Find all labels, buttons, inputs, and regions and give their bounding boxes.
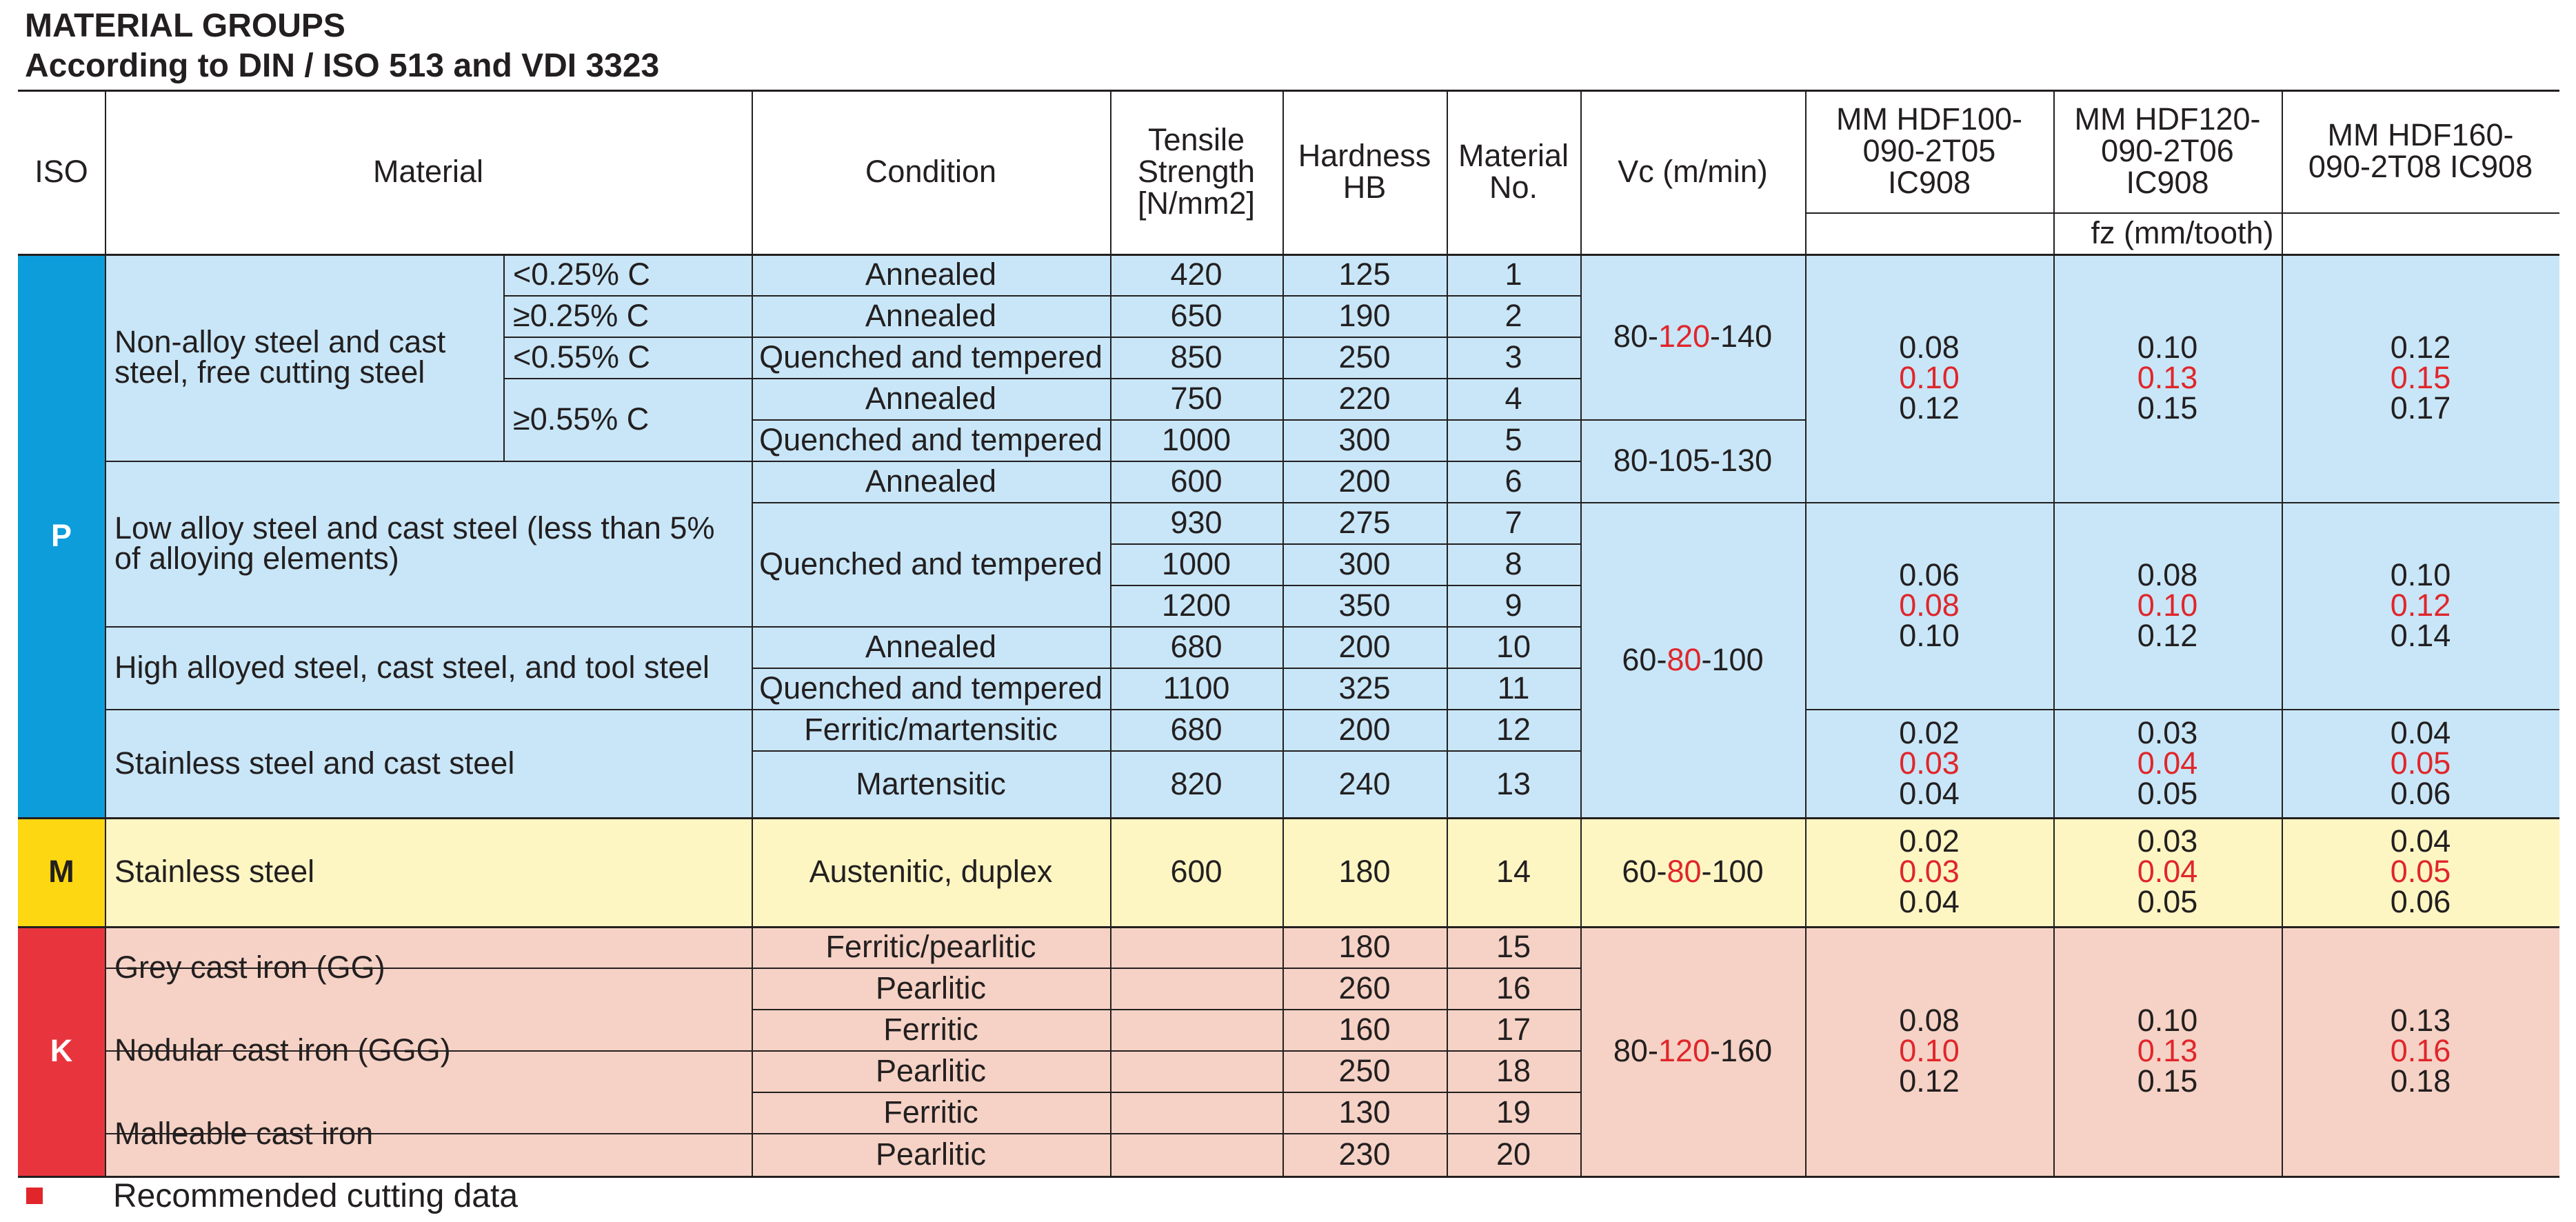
feed-min: 0.08	[2137, 557, 2198, 592]
feed-per-tooth-cell	[2282, 254, 2559, 502]
material-no-cell: 6	[1505, 463, 1522, 499]
grid-line	[1805, 90, 1807, 1176]
material-no-cell: 20	[1496, 1136, 1531, 1172]
tensile-cell: 820	[1170, 765, 1222, 801]
grid-line	[18, 90, 2559, 92]
material-no-cell: 3	[1505, 339, 1522, 374]
hardness-cell: 300	[1338, 546, 1391, 581]
material-no-cell: 19	[1496, 1094, 1531, 1130]
tensile-cell: 600	[1170, 463, 1222, 499]
grid-line	[752, 750, 1580, 752]
condition-cell: Quenched and tempered	[759, 422, 1103, 457]
grid-line	[105, 968, 752, 969]
header-hardness	[1282, 90, 1447, 254]
feed-per-tooth-cell	[1805, 502, 2053, 709]
feed-max: 0.14	[2390, 618, 2451, 653]
material-no-cell: 7	[1505, 505, 1522, 540]
grid-line	[2282, 90, 2283, 1176]
header-material-no	[1447, 90, 1580, 254]
tensile-cell	[1110, 926, 1282, 968]
dash: -	[1710, 1033, 1721, 1068]
header-material: Material	[372, 154, 484, 189]
cutting-speed-cell	[1580, 817, 1805, 926]
material-no-cell: 5	[1505, 422, 1522, 457]
hardness-cell: 300	[1338, 422, 1391, 457]
grid-line	[105, 1133, 752, 1134]
header-fz: fz (mm/tooth)	[2091, 215, 2274, 250]
header-tool-3	[2282, 90, 2559, 212]
feed-recommended: 0.05	[2390, 854, 2451, 889]
feed-recommended: 0.10	[1899, 360, 1960, 395]
tensile-cell: 1100	[1163, 670, 1230, 705]
condition-cell: Quenched and tempered	[759, 339, 1103, 374]
header-tool-line: MM HDF160-	[2327, 117, 2514, 152]
condition-cell: Annealed	[865, 257, 997, 292]
feed-per-tooth-cell	[2053, 817, 2282, 926]
material-name: Nodular cast iron (GGG)	[114, 1032, 451, 1068]
dash: -	[1656, 641, 1667, 677]
header-material-no-line: No.	[1489, 170, 1538, 205]
tensile-cell: 600	[1170, 854, 1222, 889]
grid-line	[752, 461, 1580, 462]
feed-per-tooth-cell	[2053, 254, 2282, 502]
carbon-content: <0.55% C	[513, 339, 650, 374]
cutting-speed-recommended: 120	[1658, 1033, 1711, 1068]
grid-line	[752, 626, 1580, 628]
cutting-speed-min: 60	[1622, 641, 1657, 677]
cutting-speed-cell	[1580, 502, 1805, 817]
header-condition: Condition	[865, 154, 997, 189]
grid-line	[752, 337, 1580, 338]
condition-cell: Pearlitic	[875, 1136, 987, 1172]
hardness-cell: 275	[1338, 505, 1391, 540]
tensile-cell: 850	[1170, 339, 1222, 374]
grid-line	[1110, 585, 1580, 586]
tensile-cell: 1200	[1161, 588, 1231, 623]
feed-recommended: 0.10	[2137, 588, 2198, 623]
hardness-cell: 325	[1338, 670, 1391, 705]
dash: -	[1701, 854, 1712, 889]
condition-cell: Quenched and tempered	[759, 670, 1103, 705]
feed-per-tooth-cell	[2053, 926, 2282, 1176]
page-title: MATERIAL GROUPS	[25, 8, 345, 44]
feed-min: 0.03	[2137, 714, 2198, 750]
feed-max: 0.15	[2137, 1063, 2198, 1099]
feed-min: 0.04	[2390, 714, 2451, 750]
carbon-content: ≥0.55% C	[513, 401, 650, 437]
header-tool-line: MM HDF120-	[2074, 101, 2261, 137]
feed-per-tooth-cell	[2282, 502, 2559, 709]
cutting-speed-max: 140	[1720, 319, 1773, 354]
grid-line	[752, 1050, 1580, 1052]
hardness-cell: 125	[1338, 257, 1391, 292]
cutting-speed-min: 80	[1613, 319, 1648, 354]
feed-max: 0.12	[1899, 1063, 1960, 1099]
header-tool-1	[1805, 90, 2053, 212]
cutting-speed-max: 160	[1720, 1033, 1773, 1068]
material-no-cell: 1	[1505, 257, 1522, 292]
condition-cell: Austenitic, duplex	[809, 854, 1053, 889]
grid-line	[18, 817, 2559, 819]
grid-line	[752, 968, 1580, 969]
condition-cell: Ferritic	[883, 1012, 978, 1047]
feed-max: 0.18	[2390, 1063, 2451, 1099]
feed-recommended: 0.05	[2390, 745, 2451, 781]
cutting-speed-recommended: 120	[1658, 319, 1711, 354]
header-hardness-line: Hardness	[1298, 138, 1431, 173]
material-no-cell: 10	[1496, 629, 1531, 664]
feed-max: 0.05	[2137, 775, 2198, 811]
grid-line	[1110, 543, 1580, 545]
feed-recommended: 0.04	[2137, 854, 2198, 889]
tensile-cell: 1000	[1161, 422, 1231, 457]
grid-line	[105, 461, 752, 462]
feed-per-tooth-cell	[1805, 817, 2053, 926]
grid-line	[1282, 90, 1284, 1176]
header-tensile-line: Tensile	[1147, 122, 1245, 157]
feed-max: 0.05	[2137, 884, 2198, 919]
header-hardness-line: HB	[1342, 170, 1387, 205]
condition-cell: Annealed	[865, 629, 997, 664]
hardness-cell: 230	[1338, 1136, 1391, 1172]
grid-line	[752, 419, 1580, 421]
grid-line	[503, 337, 752, 338]
feed-max: 0.06	[2390, 884, 2451, 919]
condition-cell: Ferritic/martensitic	[804, 712, 1058, 747]
legend-square-icon	[26, 1188, 43, 1204]
cutting-speed-recommended: 80	[1667, 641, 1702, 677]
condition-cell: Martensitic	[856, 765, 1006, 801]
grid-line	[752, 378, 1580, 379]
grid-line	[105, 626, 752, 628]
hardness-cell: 130	[1338, 1094, 1391, 1130]
header-material-no-line: Material	[1458, 138, 1569, 173]
material-no-cell: 17	[1496, 1012, 1531, 1047]
feed-recommended: 0.16	[2390, 1033, 2451, 1068]
feed-per-tooth-cell	[2053, 709, 2282, 817]
grid-line	[1580, 90, 1582, 1176]
iso-group-K: K	[18, 926, 105, 1176]
feed-recommended: 0.13	[2137, 360, 2198, 395]
iso-group-M: M	[18, 817, 105, 926]
feed-min: 0.08	[1899, 330, 1960, 365]
dash: -	[1647, 1033, 1658, 1068]
material-name: Malleable cast iron	[114, 1116, 374, 1151]
header-tensile-strength	[1110, 90, 1282, 254]
grid-line	[503, 378, 752, 379]
hardness-cell: 200	[1338, 629, 1391, 664]
header-tensile-line: Strength	[1137, 154, 1256, 189]
feed-min: 0.02	[1899, 823, 1960, 859]
header-tensile-line: [N/mm2]	[1137, 186, 1255, 221]
grid-line	[18, 254, 2559, 256]
dash: -	[1656, 854, 1667, 889]
feed-recommended: 0.12	[2390, 588, 2451, 623]
feed-recommended: 0.15	[2390, 360, 2451, 395]
feed-recommended: 0.08	[1899, 588, 1960, 623]
feed-min: 0.08	[1899, 1003, 1960, 1038]
material-no-cell: 9	[1505, 588, 1522, 623]
grid-line	[752, 668, 1580, 669]
grid-line	[752, 295, 1580, 297]
feed-min: 0.13	[2390, 1003, 2451, 1038]
tensile-cell	[1110, 1009, 1282, 1050]
header-tool-line: 090-2T05	[1862, 133, 1996, 168]
carbon-content: <0.25% C	[513, 257, 650, 292]
grid-line	[1580, 419, 1805, 421]
condition-cell: Annealed	[865, 381, 997, 416]
feed-max: 0.12	[1899, 390, 1960, 425]
tensile-cell: 1000	[1161, 546, 1231, 581]
grid-line	[105, 1050, 752, 1052]
hardness-cell: 240	[1338, 765, 1391, 801]
legend-label: Recommended cutting data	[113, 1178, 519, 1214]
hardness-cell: 220	[1338, 381, 1391, 416]
grid-line	[752, 709, 1580, 710]
condition-cell: Annealed	[865, 298, 997, 333]
material-name: Grey cast iron (GG)	[114, 950, 385, 985]
tensile-cell: 650	[1170, 298, 1222, 333]
material-no-cell: 12	[1496, 712, 1531, 747]
tensile-cell	[1110, 1050, 1282, 1092]
header-tool-line: MM HDF100-	[1835, 101, 2023, 137]
material-no-cell: 8	[1505, 546, 1522, 581]
feed-min: 0.10	[2137, 1003, 2198, 1038]
carbon-content: ≥0.25% C	[513, 298, 650, 333]
iso-group-P: P	[18, 254, 105, 817]
grid-line	[752, 90, 753, 1176]
feed-per-tooth-cell	[1805, 709, 2053, 817]
header-tool-line: 090-2T06	[2101, 133, 2234, 168]
feed-min: 0.04	[2390, 823, 2451, 859]
header-tool-line: 090-2T08 IC908	[2308, 149, 2533, 184]
cutting-speed-max: 100	[1711, 854, 1764, 889]
hardness-cell: 200	[1338, 712, 1391, 747]
feed-per-tooth-cell	[1805, 254, 2053, 502]
feed-min: 0.12	[2390, 330, 2451, 365]
grid-line	[503, 295, 752, 297]
grid-line	[1805, 212, 2559, 214]
tensile-cell	[1110, 1133, 1282, 1176]
feed-min: 0.02	[1899, 714, 1960, 750]
hardness-cell: 250	[1338, 1053, 1391, 1088]
grid-line	[752, 502, 1580, 503]
material-no-cell: 18	[1496, 1053, 1531, 1088]
dash: -	[1701, 641, 1712, 677]
grid-line	[2053, 90, 2055, 1176]
condition-cell: Pearlitic	[875, 970, 987, 1005]
header-tool-line: IC908	[1887, 165, 1971, 200]
header-tool-2	[2053, 90, 2282, 212]
grid-line	[752, 1009, 1580, 1010]
feed-per-tooth-cell	[2282, 709, 2559, 817]
material-name: Non-alloy steel and cast steel, free cutting steel	[114, 324, 446, 390]
tensile-cell: 680	[1170, 712, 1222, 747]
tensile-cell: 930	[1170, 505, 1222, 540]
feed-per-tooth-cell	[1805, 926, 2053, 1176]
feed-min: 0.06	[1899, 557, 1960, 592]
grid-line	[18, 926, 2559, 928]
hardness-cell: 160	[1338, 1012, 1391, 1047]
condition-cell: Annealed	[865, 463, 997, 499]
grid-line	[105, 90, 106, 1176]
grid-line	[1805, 709, 2559, 710]
feed-recommended: 0.03	[1899, 745, 1960, 781]
header-tool-line: IC908	[2126, 165, 2209, 200]
grid-line	[1110, 90, 1111, 1176]
cutting-speed-max: 100	[1711, 641, 1764, 677]
hardness-cell: 250	[1338, 339, 1391, 374]
tensile-cell	[1110, 968, 1282, 1009]
header-iso: ISO	[34, 154, 88, 189]
feed-max: 0.12	[2137, 618, 2198, 653]
feed-max: 0.15	[2137, 390, 2198, 425]
material-no-cell: 13	[1496, 765, 1531, 801]
feed-per-tooth-cell	[2282, 926, 2559, 1176]
material-name: Low alloy steel and cast steel (less than 5% of alloying elements)	[114, 510, 715, 576]
feed-min: 0.10	[2137, 330, 2198, 365]
material-no-cell: 2	[1505, 298, 1522, 333]
cutting-speed-min: 60	[1622, 854, 1657, 889]
cutting-speed-cell	[1580, 926, 1805, 1176]
feed-max: 0.04	[1899, 775, 1960, 811]
hardness-cell: 350	[1338, 588, 1391, 623]
feed-max: 0.17	[2390, 390, 2451, 425]
grid-line	[1580, 502, 1805, 503]
hardness-cell: 260	[1338, 970, 1391, 1005]
feed-min: 0.10	[2390, 557, 2451, 592]
condition-cell: Ferritic/pearlitic	[825, 929, 1036, 964]
material-no-cell: 11	[1497, 670, 1530, 705]
feed-recommended: 0.10	[1899, 1033, 1960, 1068]
dash: -	[1710, 319, 1721, 354]
feed-recommended: 0.04	[2137, 745, 2198, 781]
material-name: Stainless steel and cast steel	[114, 745, 515, 781]
cutting-speed-cell	[1580, 254, 1805, 419]
grid-line	[1805, 502, 2559, 503]
page-subtitle: According to DIN / ISO 513 and VDI 3323	[25, 48, 660, 84]
dash: -	[1647, 319, 1658, 354]
grid-line	[105, 709, 752, 710]
condition-cell: Quenched and tempered	[759, 546, 1103, 581]
tensile-cell: 680	[1170, 629, 1222, 664]
material-name: Stainless steel	[114, 854, 315, 889]
grid-line	[752, 1133, 1580, 1134]
grid-line	[503, 254, 505, 461]
material-no-cell: 16	[1496, 970, 1531, 1005]
feed-max: 0.04	[1899, 884, 1960, 919]
feed-max: 0.10	[1899, 618, 1960, 653]
cutting-speed-cell: 80-105-130	[1613, 443, 1773, 478]
tensile-cell	[1110, 1092, 1282, 1133]
material-no-cell: 4	[1505, 381, 1522, 416]
material-name: High alloyed steel, cast steel, and tool steel	[114, 650, 710, 685]
condition-cell: Ferritic	[883, 1094, 978, 1130]
material-no-cell: 15	[1496, 929, 1531, 964]
condition-cell: Pearlitic	[875, 1053, 987, 1088]
material-no-cell: 14	[1496, 854, 1531, 889]
hardness-cell: 200	[1338, 463, 1391, 499]
hardness-cell: 180	[1338, 929, 1391, 964]
feed-recommended: 0.03	[1899, 854, 1960, 889]
feed-max: 0.06	[2390, 775, 2451, 811]
tensile-cell: 750	[1170, 381, 1222, 416]
hardness-cell: 190	[1338, 298, 1391, 333]
feed-recommended: 0.13	[2137, 1033, 2198, 1068]
grid-line	[752, 1092, 1580, 1093]
tensile-cell: 420	[1170, 257, 1222, 292]
feed-per-tooth-cell	[2053, 502, 2282, 709]
cutting-speed-min: 80	[1613, 1033, 1648, 1068]
cutting-speed-recommended: 80	[1667, 854, 1702, 889]
feed-min: 0.03	[2137, 823, 2198, 859]
header-vc: Vc (m/min)	[1618, 154, 1768, 189]
feed-per-tooth-cell	[2282, 817, 2559, 926]
hardness-cell: 180	[1338, 854, 1391, 889]
grid-line	[1447, 90, 1448, 1176]
